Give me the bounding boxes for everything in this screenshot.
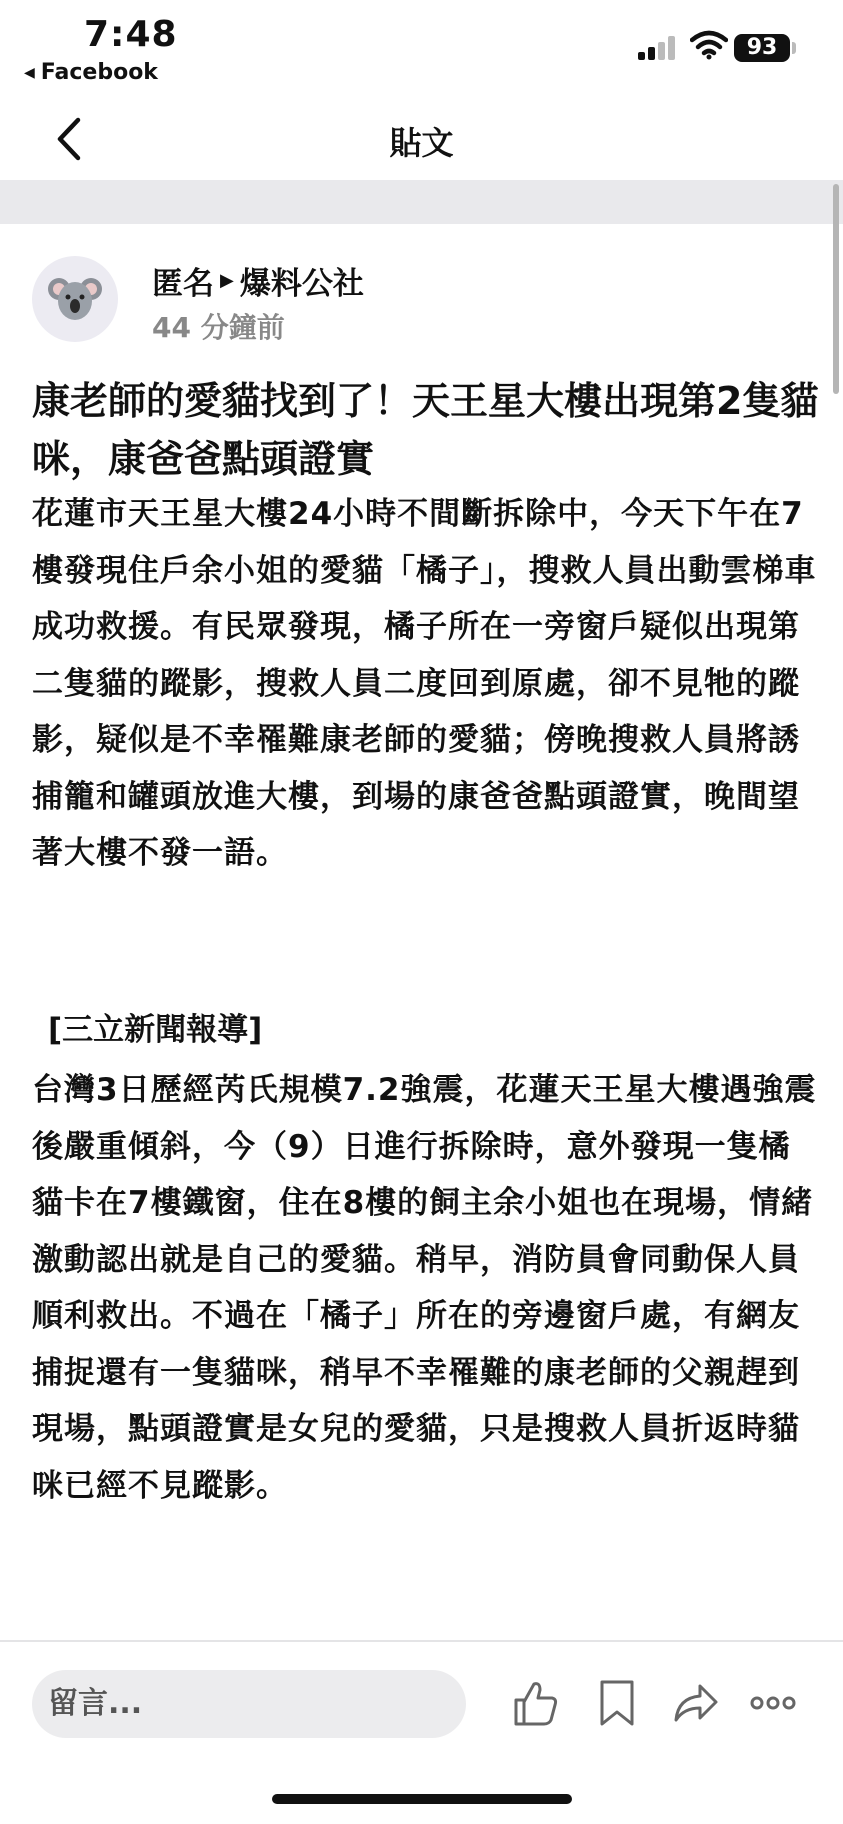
author-name[interactable]: 匿名 [152, 266, 214, 302]
more-icon[interactable] [750, 1676, 796, 1730]
home-indicator[interactable] [272, 1794, 572, 1804]
arrow-right-icon: ▶ [220, 270, 234, 291]
battery-indicator: 93 [734, 34, 790, 62]
cellular-signal-icon [638, 36, 678, 60]
wifi-icon [690, 30, 728, 60]
avatar[interactable] [32, 256, 118, 342]
section-heading: [三立新聞報導] [48, 1012, 263, 1048]
comment-input[interactable]: 留言... [32, 1670, 466, 1738]
status-time: 7:48 [84, 14, 178, 55]
back-app-label: Facebook [40, 60, 158, 85]
share-icon[interactable] [670, 1676, 720, 1730]
back-triangle-icon: ◀ [24, 64, 35, 81]
scrollbar[interactable] [833, 184, 839, 394]
status-bar [0, 0, 843, 90]
post-timestamp[interactable]: 44 分鐘前 [152, 311, 285, 344]
thumbs-up-icon[interactable] [510, 1676, 560, 1730]
separator-band [0, 180, 843, 224]
bookmark-icon[interactable] [592, 1676, 642, 1730]
bottom-action-bar [0, 1640, 843, 1824]
nav-bar [0, 100, 843, 180]
page-title: 貼文 [389, 124, 454, 162]
group-name[interactable]: 爆料公社 [239, 266, 364, 302]
post-paragraph: 花蓮市天王星大樓24小時不間斷拆除中，今天下午在7樓發現住戶余小姐的愛貓「橘子」，搜救人員出動雲梯車成功救援。有民眾發現，橘子所在一旁窗戶疑似出現第二隻貓的蹤影，搜救人員二度回到原處，卻不見牠的蹤影，疑似是不幸罹難康老師的愛貓；傍晚搜救人員將誘捕籠和罐頭放進大樓，到場的康爸爸點頭證實，晚間望著大樓不發一語。 [32, 496, 817, 871]
post-author [152, 258, 364, 303]
back-to-app[interactable] [24, 60, 158, 85]
post-paragraph: 台灣3日歷經芮氏規模7.2強震，花蓮天王星大樓遇強震後嚴重傾斜，今（9）日進行拆除時，意外發現一隻橘貓卡在7樓鐵窗，住在8樓的飼主余小姐也在現場，情緒激動認出就是自己的愛貓。稍早，消防員會同動保人員順利救出。不過在「橘子」所在的旁邊窗戶處，有網友捕捉還有一隻貓咪，稍早不幸罹難的康老師的父親趕到現場，點頭證實是女兒的愛貓，只是搜救人員折返時貓咪已經不見蹤影。 [32, 1072, 817, 1504]
battery-tip [792, 42, 796, 54]
post-title: 康老師的愛貓找到了！天王星大樓出現第2隻貓咪，康爸爸點頭證實 [32, 379, 819, 481]
koala-avatar-icon [47, 271, 103, 327]
